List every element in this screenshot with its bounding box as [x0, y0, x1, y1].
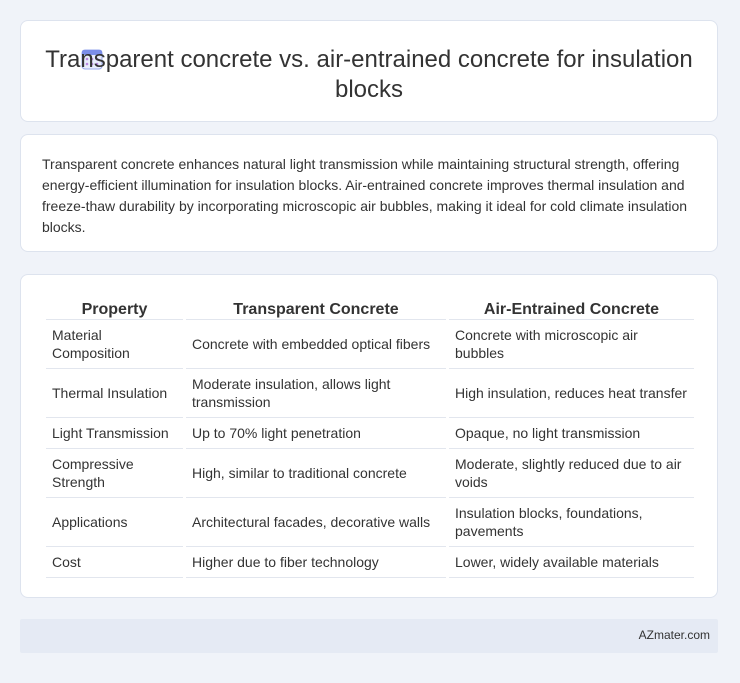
table-row	[46, 320, 694, 369]
cell-transparent: Higher due to fiber technology	[186, 547, 446, 578]
cell-property: Material Composition	[46, 320, 183, 369]
footer-bar	[20, 619, 718, 653]
cell-transparent: Moderate insulation, allows light transmission	[186, 369, 446, 418]
cell-transparent: Architectural facades, decorative walls	[186, 498, 446, 547]
table-row	[46, 418, 694, 449]
cell-air-entrained: Opaque, no light transmission	[449, 418, 694, 449]
table-row	[46, 449, 694, 498]
cell-air-entrained: High insulation, reduces heat transfer	[449, 369, 694, 418]
summary-card	[20, 134, 718, 252]
table-row	[46, 369, 694, 418]
summary-text: Transparent concrete enhances natural light transmission while maintaining structural strength, offering energy-efficient illumination for insulation blocks. Air-entrained concrete improves thermal insulation and freeze-thaw durability by incorporating microscopic air bubbles, making it ideal for cold climate insulation blocks.	[42, 156, 688, 235]
cell-air-entrained: Lower, widely available materials	[449, 547, 694, 578]
title-card	[20, 20, 718, 122]
table-header-row	[46, 295, 694, 320]
cell-property: Cost	[46, 547, 183, 578]
cell-property: Light Transmission	[46, 418, 183, 449]
cell-transparent: High, similar to traditional concrete	[186, 449, 446, 498]
cell-air-entrained: Moderate, slightly reduced due to air voids	[449, 449, 694, 498]
table-row	[46, 498, 694, 547]
cell-property: Applications	[46, 498, 183, 547]
cell-property: Thermal Insulation	[46, 369, 183, 418]
cell-property: Compressive Strength	[46, 449, 183, 498]
comparison-table	[43, 295, 697, 578]
cell-air-entrained: Insulation blocks, foundations, pavements	[449, 498, 694, 547]
cell-transparent: Up to 70% light penetration	[186, 418, 446, 449]
page-title: Transparent concrete vs. air-entrained concrete for insulation blocks	[45, 46, 693, 103]
header-property: Property	[46, 295, 183, 320]
cell-air-entrained: Concrete with microscopic air bubbles	[449, 320, 694, 369]
header-air-entrained-concrete: Air-Entrained Concrete	[449, 295, 694, 320]
comparison-card	[20, 274, 718, 598]
table-row	[46, 547, 694, 578]
footer-brand[interactable]: AZmater.com	[638, 628, 710, 642]
header-transparent-concrete: Transparent Concrete	[186, 295, 446, 320]
cell-transparent: Concrete with embedded optical fibers	[186, 320, 446, 369]
